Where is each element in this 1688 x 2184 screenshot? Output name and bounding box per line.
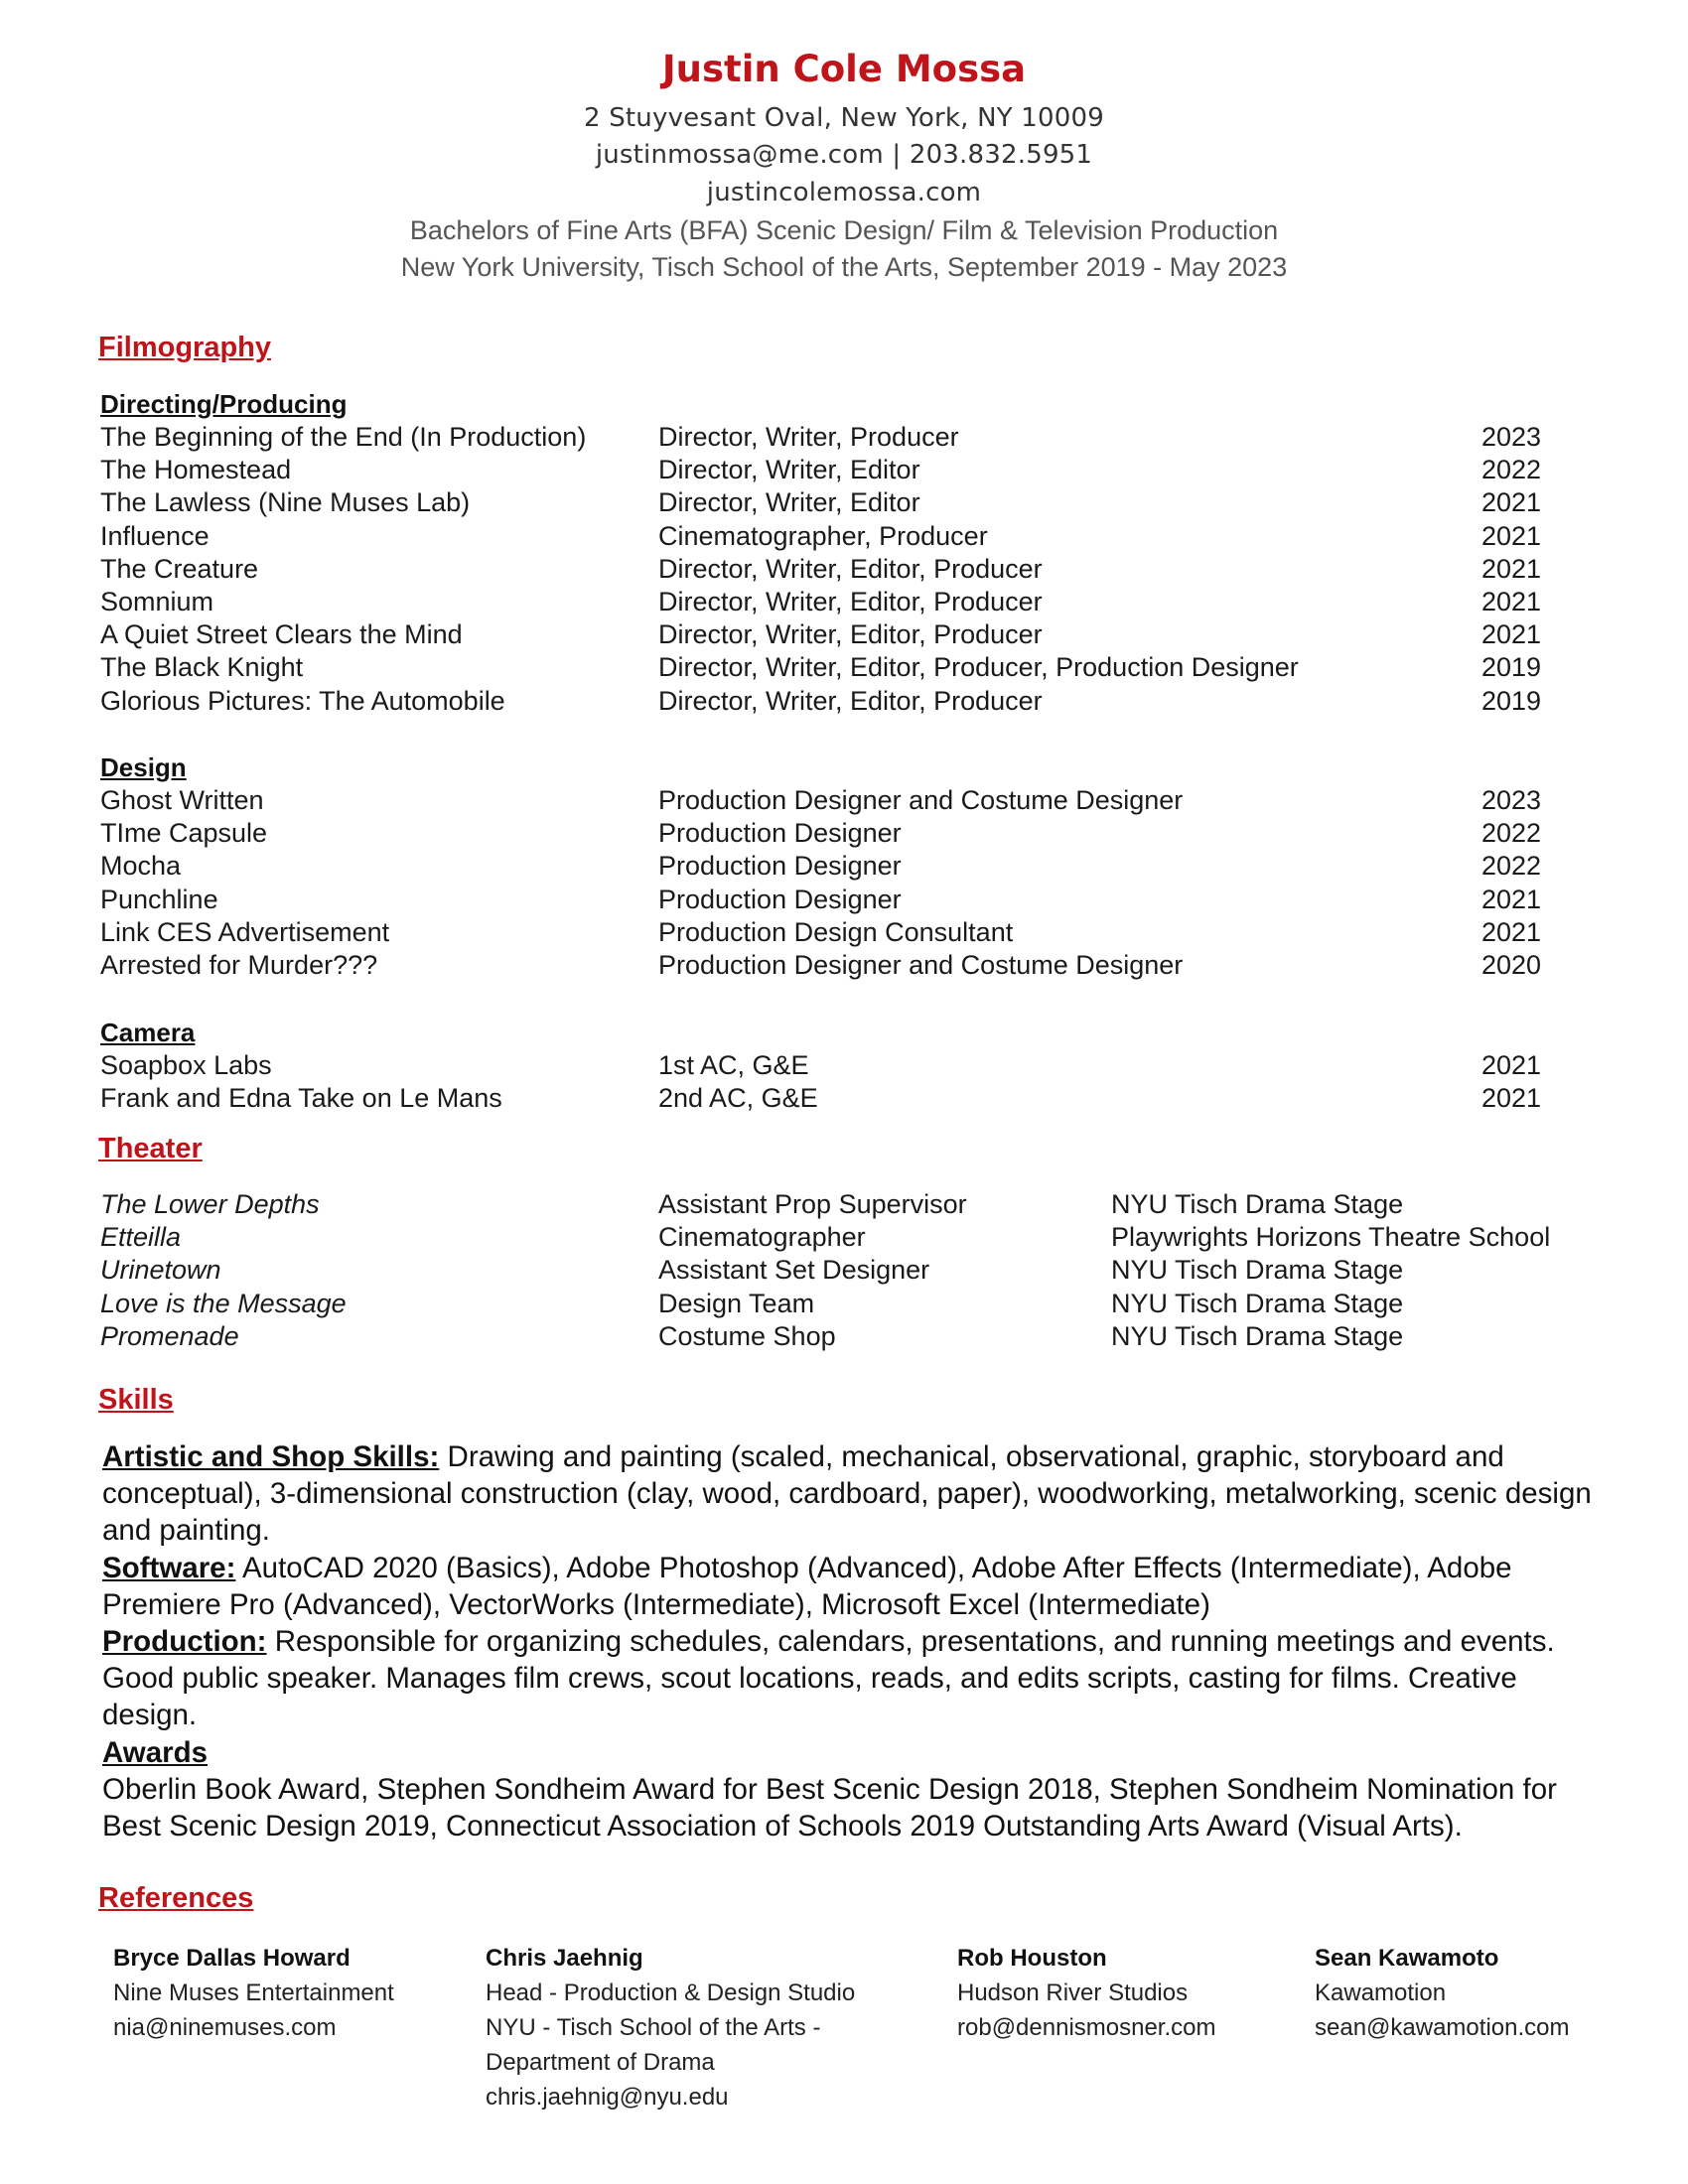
list-item: Mocha Production Designer 2022 — [100, 851, 1542, 882]
reference-card: Bryce Dallas Howard Nine Muses Entertainment nia@ninemuses.com — [113, 1945, 394, 2041]
list-item: Ghost Written Production Designer and Costume Designer 2023 — [100, 785, 1542, 815]
list-item: Somnium Director, Writer, Editor, Producer 2021 — [100, 586, 1542, 616]
list-item: The Creature Director, Writer, Editor, Producer 2021 — [100, 553, 1542, 584]
list-item: Punchline Production Designer 2021 — [100, 884, 1542, 914]
list-item: Link CES Advertisement Production Design Consultant 2021 — [100, 916, 1542, 947]
design-heading: Design — [100, 752, 187, 782]
website-link[interactable]: justincolemossa.com — [706, 178, 982, 207]
references-heading: References — [98, 1882, 254, 1914]
theater-heading: Theater — [98, 1133, 203, 1164]
reference-card: Rob Houston Hudson River Studios rob@dennismosner.com — [957, 1945, 1216, 2041]
list-item: TIme Capsule Production Designer 2022 — [100, 818, 1542, 849]
awards-heading: Awards — [102, 1735, 209, 1769]
resume-name: Justin Cole Mossa — [661, 48, 1027, 90]
production-skills: Production: Responsible for organizing schedules, calendars, presentations, and running meetings and events. Good public speaker. Manages film crews, scout locations, reads, and edits scripts, casting for films. Creative design. — [102, 1625, 1555, 1732]
contact-line: justinmossa@me.com | 203.832.5951 — [595, 140, 1093, 170]
list-item: Love is the Message Design Team NYU Tisch Drama Stage — [100, 1288, 1404, 1318]
list-item: The Homestead Director, Writer, Editor 2022 — [100, 455, 1542, 485]
list-item: Soapbox Labs 1st AC, G&E 2021 — [100, 1050, 1542, 1080]
list-item: Urinetown Assistant Set Designer NYU Tisch Drama Stage — [100, 1255, 1404, 1286]
directing-heading: Directing/Producing — [100, 389, 348, 419]
camera-heading: Camera — [100, 1018, 196, 1047]
school: New York University, Tisch School of the Arts, September 2019 - May 2023 — [400, 252, 1288, 282]
skills-body — [102, 1438, 1612, 1844]
list-item: The Black Knight Director, Writer, Editor, Producer, Production Designer 2019 — [100, 652, 1542, 683]
reference-card: Sean Kawamoto Kawamotion sean@kawamotion.com — [1315, 1945, 1570, 2041]
list-item: Glorious Pictures: The Automobile Director, Writer, Editor, Producer 2019 — [100, 685, 1542, 716]
awards-text: Oberlin Book Award, Stephen Sondheim Award for Best Scenic Design 2018, Stephen Sondheim Nomination for Best Scenic Design 2019, Connecticut Association of Schools 2019 Outstanding Arts Award (Visual Arts). — [102, 1772, 1557, 1843]
software-skills: Software: AutoCAD 2020 (Basics), Adobe Photoshop (Advanced), Adobe After Effects (Intermediate), Adobe Premiere Pro (Advanced), VectorWorks (Intermediate), Microsoft Excel (Intermediate) — [102, 1551, 1512, 1621]
design-list — [100, 784, 1590, 982]
list-item: Promenade Costume Shop NYU Tisch Drama Stage — [100, 1320, 1404, 1351]
directing-list — [100, 421, 1590, 718]
list-item: A Quiet Street Clears the Mind Director, Writer, Editor, Producer 2021 — [100, 619, 1542, 650]
theater-list — [100, 1188, 1590, 1353]
filmography-heading: Filmography — [98, 332, 272, 363]
list-item: The Beginning of the End (In Production) Director, Writer, Producer 2023 — [100, 422, 1542, 452]
reference-card: Chris Jaehnig Head - Production & Design Studio NYU - Tisch School of the Arts - Department of Drama chris.jaehnig@nyu.edu — [486, 1945, 856, 2111]
list-item: Arrested for Murder??? Production Designer and Costume Designer 2020 — [100, 949, 1542, 980]
address: 2 Stuyvesant Oval, New York, NY 10009 — [584, 103, 1104, 133]
artistic-skills: Artistic and Shop Skills: Drawing and painting (scaled, mechanical, observational, graphic, storyboard and conceptual), 3-dimensional construction (clay, wood, cardboard, paper), woodworking, metalworking, scenic design and painting. — [102, 1440, 1592, 1548]
list-item: The Lawless (Nine Muses Lab) Director, Writer, Editor 2021 — [100, 487, 1542, 518]
skills-heading: Skills — [98, 1384, 174, 1416]
list-item: The Lower Depths Assistant Prop Supervisor NYU Tisch Drama Stage — [100, 1189, 1404, 1219]
list-item: Influence Cinematographer, Producer 2021 — [100, 520, 1542, 551]
list-item: Etteilla Cinematographer Playwrights Horizons Theatre School — [100, 1222, 1551, 1253]
camera-list — [100, 1049, 1590, 1115]
list-item: Frank and Edna Take on Le Mans 2nd AC, G&E 2021 — [100, 1083, 1542, 1114]
degree: Bachelors of Fine Arts (BFA) Scenic Design/ Film & Television Production — [409, 215, 1279, 245]
